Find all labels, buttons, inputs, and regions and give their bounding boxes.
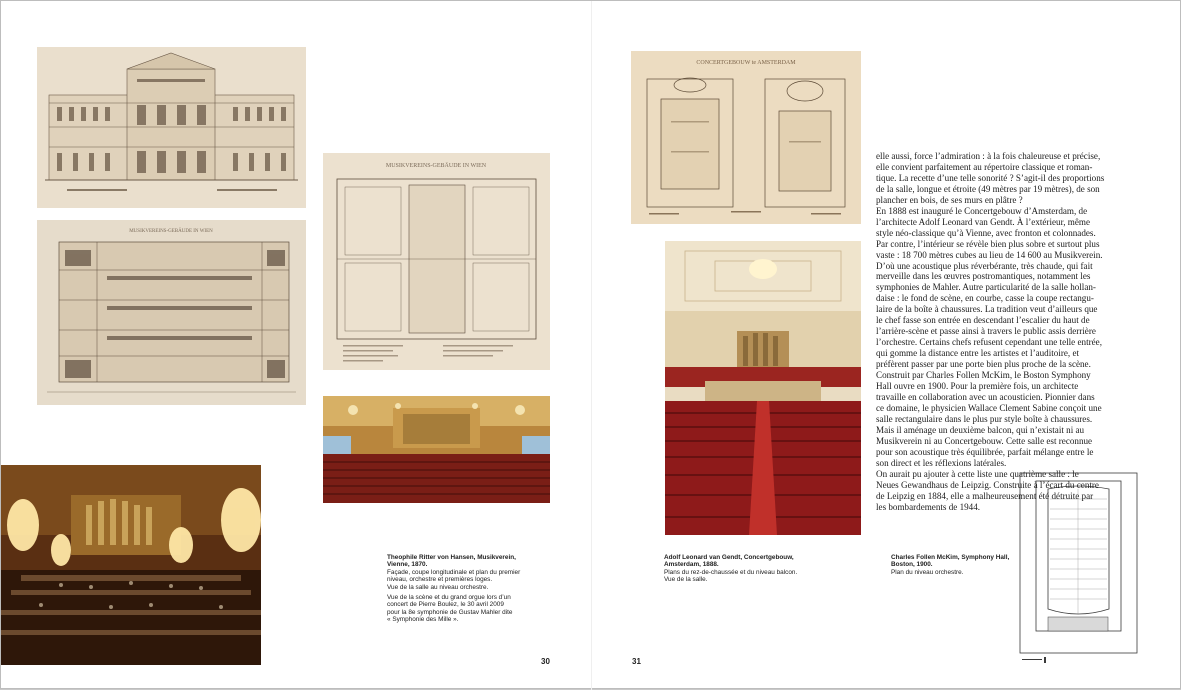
musikverein-hall-photo: [323, 396, 550, 503]
caption-line: concert de Pierre Boulez, le 30 avril 2009: [387, 601, 504, 609]
body-line: daise : le fond de scène, en courbe, casse la coupe rectangu-: [876, 293, 1094, 304]
body-line: préfèrent passer par une porte bien plus proche de la scène.: [876, 359, 1091, 370]
body-line: qui gomme la distance entre les artistes et l’auditoire, et: [876, 348, 1080, 359]
musikverein-facade-engraving: [37, 47, 306, 208]
caption-line: Plans du rez-de-chaussée et du niveau balcon.: [664, 568, 798, 576]
body-line: travaille en collaboration avec un acousticien. Pionnier dans: [876, 391, 1095, 402]
musikverein-section-engraving: [37, 220, 306, 405]
body-line: Mais il aménage un deuxième balcon, qui n’existait ni au: [876, 424, 1085, 435]
caption-title: Amsterdam, 1888.: [664, 561, 719, 569]
body-line: plancher en bois, de ses murs en plâtre ?: [876, 194, 1023, 205]
body-line: les bombardements de 1944.: [876, 501, 981, 512]
body-line: salle rectangulaire dans le plus pur style boîte à chaussures.: [876, 413, 1093, 424]
concertgebouw-plans-engraving: [631, 51, 861, 224]
musikverein-plan-engraving: [323, 153, 550, 370]
book-gutter: [591, 1, 592, 690]
plan-plate-title: MUSIKVEREINS-GEBÄUDE IN WIEN: [385, 163, 487, 169]
concertgebouw-plate-title: CONCERTGEBOUW te AMSTERDAM: [696, 60, 796, 66]
body-line: le chef fasse son entrée en descendant l’escalier du haut de: [876, 315, 1090, 326]
body-line: l’arrière-scène et passe ainsi à travers le public assis derrière: [876, 326, 1096, 337]
caption-symphony-hall: [891, 554, 1011, 576]
body-line: laire de la boîte à chaussures. La tradition veut d’ailleurs que: [876, 304, 1098, 315]
body-line: elle convient parfaitement au répertoire classique et roman-: [876, 161, 1093, 172]
caption-line: Plan du niveau orchestre.: [891, 568, 964, 576]
caption-line: pour la 8e symphonie de Gustav Mahler dite: [387, 608, 513, 616]
body-line: symphonies de Mahler. Autre particularité de la salle hollan-: [876, 282, 1096, 293]
body-line: style néo-classique qu’à Vienne, avec fronton et colonnades.: [876, 227, 1096, 238]
caption-line: Vue de la salle au niveau orchestre.: [387, 583, 489, 591]
body-line: son direct et les réflexions latérales.: [876, 457, 1007, 468]
caption-line: Façade, coupe longitudinale et plan du premier: [387, 568, 521, 576]
body-line: vaste : 18 700 mètres cubes au lieu de 14 600 au Musikverein.: [876, 249, 1103, 260]
body-line: l’architecte Adolf Leonard van Gendt. À l’extérieur, même: [876, 216, 1091, 227]
body-line: merveille dans les œuvres postromantiques, notamment les: [876, 271, 1091, 282]
body-line: Construit par Charles Follen McKim, le Boston Symphony: [876, 370, 1091, 381]
caption-title: Charles Follen McKim, Symphony Hall,: [891, 554, 1010, 561]
body-line: tique. La recette d’une telle sonorité ? S’agit-il des proportions: [876, 172, 1105, 183]
body-line: de Leipzig en 1884, elle a malheureusement été détruite par: [876, 490, 1094, 501]
page-number-right: 31: [632, 657, 641, 666]
section-plate-title: MUSIKVEREINS-GEBÄUDE IN WIEN: [129, 229, 213, 234]
body-line: Par contre, l’intérieur se révèle bien plus sobre et surtout plus: [876, 238, 1100, 249]
concertgebouw-hall-photo: [665, 241, 861, 535]
body-line: l’orchestre. Certains chefs refusent cependant une telle entrée,: [876, 337, 1102, 348]
body-line: ce domaine, le physicien Wallace Clement Sabine conçoit une: [876, 402, 1102, 413]
body-line: On aurait pu ajouter à cette liste une quatrième salle : le: [876, 468, 1079, 479]
body-line: Neues Gewandhaus de Leipzig. Construite à l’écart du centre: [876, 479, 1099, 490]
body-line: de la salle, longue et étroite (49 mètres par 19 mètres), de son: [876, 183, 1100, 194]
body-line: Musikverein ni au Concertgebouw. Cette salle est reconnue: [876, 435, 1093, 446]
caption-line: niveau, orchestre et premières loges.: [387, 576, 493, 584]
body-line: Hall ouvre en 1900. Pour la première fois, un architecte: [876, 381, 1079, 392]
caption-musikverein: [387, 554, 537, 624]
caption-title: Theophile Ritter von Hansen, Musikverein,: [387, 554, 516, 561]
caption-line: « Symphonie des Mille ».: [387, 616, 459, 624]
caption-line: Vue de la scène et du grand orgue lors d’un: [387, 594, 511, 602]
musikverein-concert-photo: [1, 465, 261, 665]
body-line: D’où une acoustique plus réverbérante, très chaude, qui fait: [876, 260, 1093, 271]
caption-title: Boston, 1900.: [891, 561, 933, 569]
page-number-left: 30: [541, 657, 550, 666]
caption-concertgebouw: [664, 554, 814, 584]
body-line: elle aussi, force l’admiration : à la fois chaleureuse et précise,: [876, 151, 1101, 161]
body-line: pour son acoustique très équilibrée, parfait mélange entre le: [876, 446, 1094, 457]
caption-line: Vue de la salle.: [664, 576, 708, 584]
body-line: En 1888 est inauguré le Concertgebouw d’Amsterdam, de: [876, 205, 1088, 216]
caption-title: Vienne, 1870.: [387, 561, 428, 569]
body-text-column: [876, 151, 1134, 512]
caption-title: Adolf Leonard van Gendt, Concertgebouw,: [664, 554, 794, 561]
